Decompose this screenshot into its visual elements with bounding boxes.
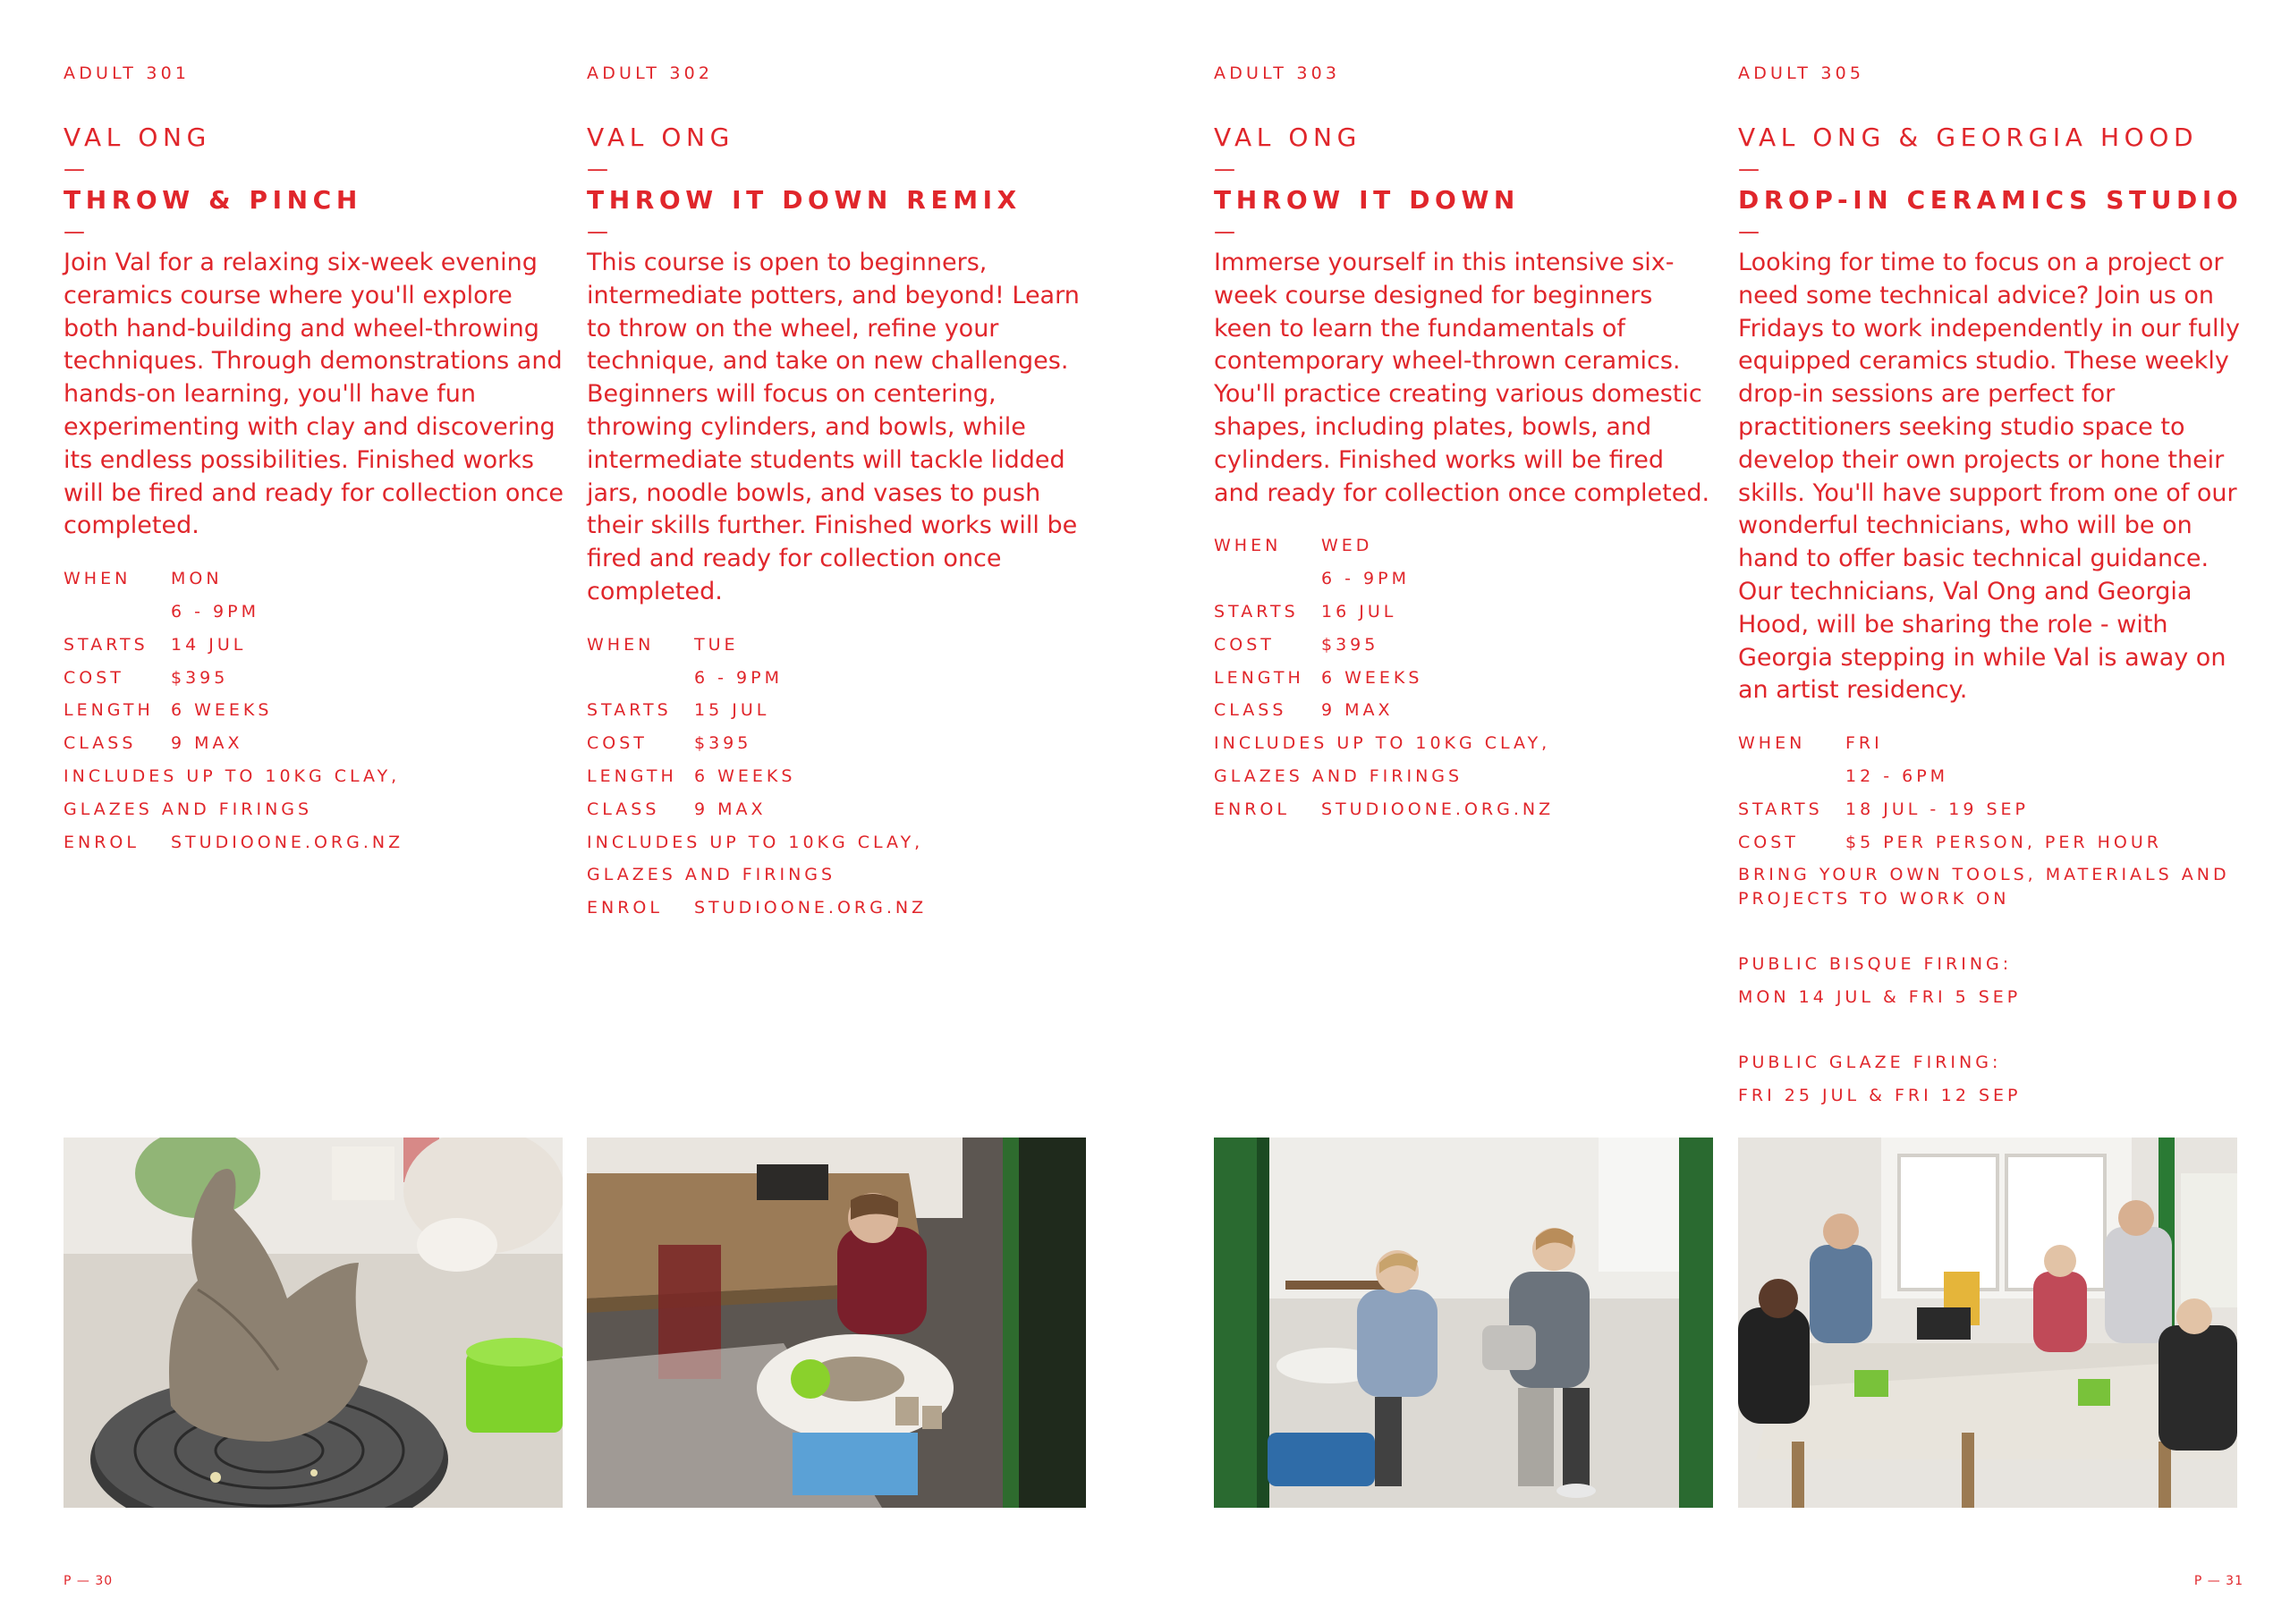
class-label: CLASS [1214,700,1287,721]
starts-label: STARTS [64,634,148,655]
course-adult-305 [1738,63,2248,1112]
divider-dash: — [64,156,85,182]
length-value: 6 WEEKS [694,765,796,786]
includes-line-1: INCLUDES UP TO 10KG CLAY, [1214,733,1551,754]
course-adult-302 [587,63,1088,925]
length-value: 6 WEEKS [171,700,273,721]
course-details [1738,727,2248,1112]
course-tutor: VAL ONG [1214,123,1361,152]
enrol-label: ENROL [64,832,140,852]
course-details [1214,529,1715,825]
length-label: LENGTH [587,765,677,786]
when-time: 12 - 6PM [1845,765,1949,786]
enrol-link[interactable]: STUDIOONE.ORG.NZ [171,832,404,852]
when-label: WHEN [1214,536,1282,556]
when-label: WHEN [64,569,131,589]
starts-value: 16 JUL [1321,601,1397,622]
course-title: THROW IT DOWN REMIX [587,185,1022,215]
divider-dash: — [1738,219,1760,244]
course-title: THROW IT DOWN [1214,185,1520,215]
bring-note: BRING YOUR OWN TOOLS, MATERIALS AND PROJECTS TO WORK ON [1738,865,2230,909]
course-description: Join Val for a relaxing six-week evening ceramics course where you'll explore both hand-building and wheel-throwing techniques. Through demonstrations and hands-on learning, you'll have fun experimenting with clay and discovering its endless possibilities. Finished works will be fired and ready for collection once completed. [64,249,564,540]
length-value: 6 WEEKS [1321,667,1423,688]
course-details [587,629,1088,925]
starts-label: STARTS [1738,799,1823,819]
enrol-label: ENROL [587,898,663,918]
cost-value: $395 [1321,634,1379,655]
photo-student-throwing-on-wheel [587,1138,1086,1508]
when-label: WHEN [587,634,655,655]
course-tutor: VAL ONG [64,123,211,152]
course-code: ADULT 301 [64,63,191,83]
course-description: This course is open to beginners, intermediate potters, and beyond! Learn to throw on the wheel, refine your technique, and take on new challenges. Beginners will focus on centering, throwing cylinders, and bowls, while intermediate students will tackle lidded jars, noodle bowls, and vases to push their skills further. Finished works will be fired and ready for collection once completed. [587,249,1080,605]
cost-label: COST [1214,634,1275,655]
course-code: ADULT 302 [587,63,714,83]
divider-dash: — [587,219,608,244]
photo-drop-in-studio-group [1738,1138,2237,1508]
course-title: THROW & PINCH [64,185,362,215]
course-code: ADULT 305 [1738,63,1865,83]
enrol-link[interactable]: STUDIOONE.ORG.NZ [1321,799,1555,819]
when-time: 6 - 9PM [171,601,259,622]
starts-value: 18 JUL - 19 SEP [1845,799,2029,819]
course-adult-303 [1214,63,1715,826]
includes-line-1: INCLUDES UP TO 10KG CLAY, [587,832,924,852]
starts-label: STARTS [587,700,672,721]
cost-label: COST [587,733,648,754]
page-number-left: P — 30 [64,1574,114,1588]
course-details [64,562,564,859]
includes-line-2: GLAZES AND FIRINGS [587,865,836,885]
divider-dash: — [1214,156,1235,182]
cost-label: COST [1738,832,1799,852]
course-adult-301 [64,63,564,859]
length-label: LENGTH [64,700,154,721]
course-description: Looking for time to focus on a project or need some technical advice? Join us on Fridays to work independently in our fully equipped ceramics studio. These weekly drop-in sessions are perfect for practitioners seeking studio space to develop their own projects or hone their skills. You'll have support from one of our wonderful technicians, who will be on hand to offer basic technical guidance. Our technicians, Val Ong and Georgia Hood, will be sharing the role - with Georgia stepping in while Val is away on an artist residency. [1738,249,2240,705]
length-label: LENGTH [1214,667,1304,688]
course-tutor: VAL ONG & GEORGIA HOOD [1738,123,2199,152]
when-day: WED [1321,536,1373,556]
class-label: CLASS [587,799,660,819]
divider-dash: — [1738,156,1760,182]
class-value: 9 MAX [1321,700,1394,721]
includes-line-2: GLAZES AND FIRINGS [1214,765,1463,786]
cost-value: $395 [171,667,229,688]
when-time: 6 - 9PM [1321,569,1410,589]
divider-dash: — [587,156,608,182]
bisque-firing-dates: MON 14 JUL & FRI 5 SEP [1738,987,2022,1008]
includes-line-2: GLAZES AND FIRINGS [64,799,313,819]
starts-label: STARTS [1214,601,1299,622]
course-tutor: VAL ONG [587,123,734,152]
cost-label: COST [64,667,124,688]
class-value: 9 MAX [694,799,767,819]
class-value: 9 MAX [171,733,243,754]
course-title: DROP-IN CERAMICS STUDIO [1738,185,2243,215]
photo-two-students-at-wheels [1214,1138,1713,1508]
when-day: MON [171,569,223,589]
when-day: FRI [1845,733,1883,754]
starts-value: 15 JUL [694,700,770,721]
when-time: 6 - 9PM [694,667,783,688]
includes-line-1: INCLUDES UP TO 10KG CLAY, [64,765,401,786]
glaze-firing-dates: FRI 25 JUL & FRI 12 SEP [1738,1085,2022,1105]
enrol-link[interactable]: STUDIOONE.ORG.NZ [694,898,928,918]
cost-value: $5 PER PERSON, PER HOUR [1845,832,2162,852]
bisque-firing-label: PUBLIC BISQUE FIRING: [1738,954,2013,975]
when-day: TUE [694,634,739,655]
class-label: CLASS [64,733,137,754]
course-description: Immerse yourself in this intensive six-week course designed for beginners keen to learn the fundamentals of contemporary wheel-thrown ceramics. You'll practice creating various domestic shapes, including plates, bowls, and cylinders. Finished works will be fired and ready for collection once completed. [1214,249,1710,507]
when-label: WHEN [1738,733,1806,754]
divider-dash: — [1214,219,1235,244]
photo-pinch-pot-on-banding-wheel [64,1138,563,1508]
glaze-firing-label: PUBLIC GLAZE FIRING: [1738,1052,2002,1072]
enrol-label: ENROL [1214,799,1290,819]
page-number-right: P — 31 [2193,1574,2243,1588]
course-code: ADULT 303 [1214,63,1341,83]
starts-value: 14 JUL [171,634,247,655]
divider-dash: — [64,219,85,244]
cost-value: $395 [694,733,752,754]
